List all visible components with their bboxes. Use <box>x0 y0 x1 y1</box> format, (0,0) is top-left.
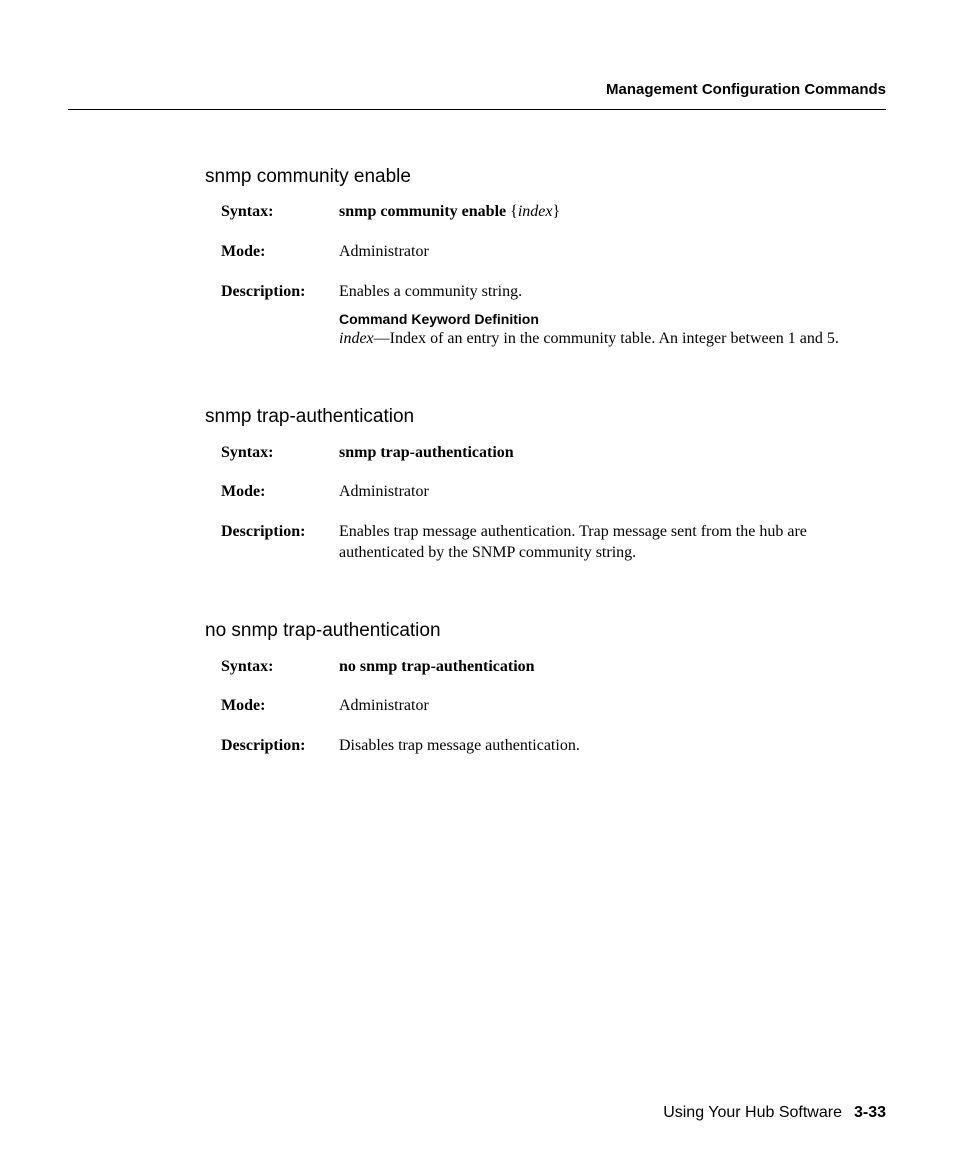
syntax-close-brace: } <box>552 203 561 220</box>
description-value: Disables trap message authentication. <box>339 737 580 754</box>
mode-value: Administrator <box>339 483 429 500</box>
syntax-command: snmp community enable <box>339 203 507 220</box>
running-footer <box>663 1102 886 1123</box>
description-label: Description: <box>221 283 306 300</box>
footer-book-title: Using Your Hub Software <box>663 1104 842 1121</box>
syntax-label: Syntax: <box>221 658 274 675</box>
description-label: Description: <box>221 523 306 540</box>
mode-label: Mode: <box>221 483 266 500</box>
syntax-command: snmp trap-authentication <box>339 444 514 461</box>
description-value: Enables a community string. <box>339 283 523 300</box>
syntax-value <box>339 201 560 222</box>
description-label: Description: <box>221 737 306 754</box>
keyword-definition-row <box>339 328 839 349</box>
syntax-open-brace: { <box>506 203 518 220</box>
keyword-term: index <box>339 330 374 347</box>
keyword-table-heading: Command Keyword Definition <box>339 311 539 327</box>
header-rule <box>68 109 886 110</box>
mode-label: Mode: <box>221 243 266 260</box>
syntax-label: Syntax: <box>221 203 274 220</box>
mode-value: Administrator <box>339 243 429 260</box>
syntax-label: Syntax: <box>221 444 274 461</box>
mode-label: Mode: <box>221 697 266 714</box>
running-header: Management Configuration Commands <box>605 81 886 98</box>
section-title-no-snmp-trap-authentication: no snmp trap-authentication <box>205 620 441 641</box>
description-value: Enables trap message authentication. Trap message sent from the hub are authenticated by the SNMP community string. <box>339 523 807 561</box>
page-number: 3-33 <box>853 1104 886 1121</box>
syntax-command: no snmp trap-authentication <box>339 658 535 675</box>
keyword-definition: —Index of an entry in the community table. An integer between 1 and 5. <box>373 330 839 347</box>
section-title-snmp-community-enable: snmp community enable <box>205 166 411 187</box>
syntax-param: index <box>517 203 553 220</box>
mode-value: Administrator <box>339 697 429 714</box>
section-title-snmp-trap-authentication: snmp trap-authentication <box>205 406 415 427</box>
